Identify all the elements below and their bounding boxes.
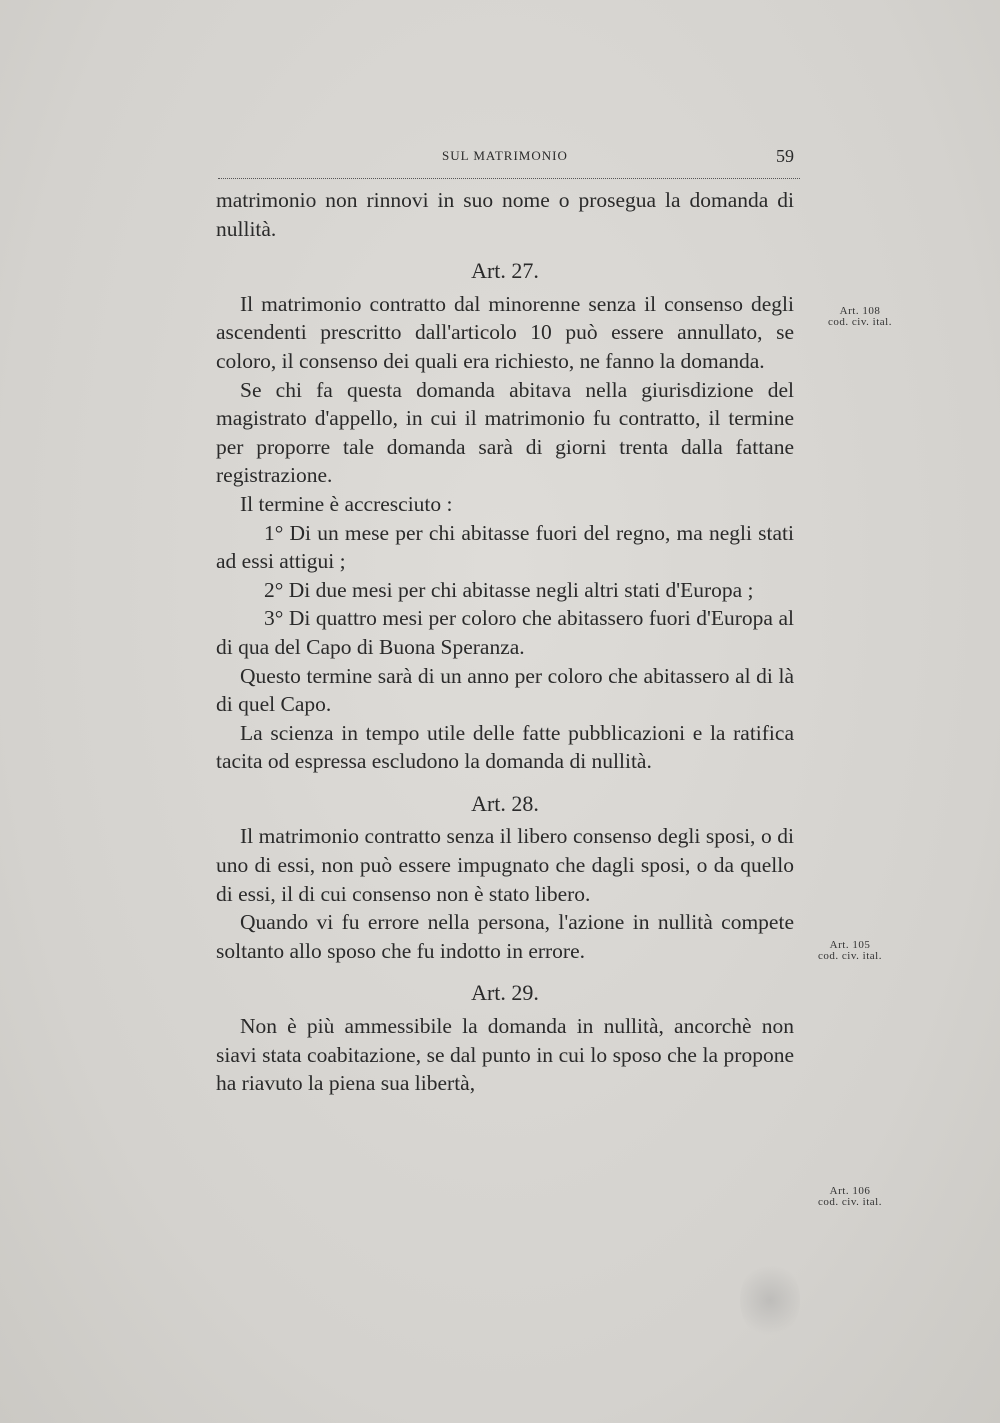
article-28-heading: Art. 28. [471, 790, 539, 816]
article-29-paragraph-1: Non è più ammessibile la domanda in nullità, ancorchè non siavi stata coabitazione, se dal punto in cui lo sposo che la propone ha riavuto la piena sua libertà, [216, 1014, 794, 1096]
margin-note-line: cod. civ. ital. [828, 316, 892, 328]
running-head: SUL MATRIMONIO [442, 148, 568, 163]
body-text [216, 186, 794, 1098]
margin-note-art-105 [802, 940, 898, 962]
article-28-paragraph-1: Il matrimonio contratto senza il libero consenso degli sposi, o di uno di essi, non può essere impugnato che dagli sposi, o da quello di essi, il di cui consenso non è stato libero. [216, 824, 794, 906]
article-27-paragraph-4: Questo termine sarà di un anno per coloro che abitassero al di là di quel Capo. [216, 663, 794, 717]
article-27-item-1: 1° Di un mese per chi abitasse fuori del regno, ma negli stati ad essi attigui ; [216, 520, 794, 574]
margin-note-art-106 [802, 1186, 898, 1208]
margin-note-art-108 [812, 306, 908, 328]
margin-note-line: Art. 105 [829, 939, 871, 951]
article-27-heading: Art. 27. [471, 258, 539, 284]
margin-note-line: cod. civ. ital. [818, 950, 882, 962]
article-27-paragraph-2: Se chi fa questa domanda abitava nella giurisdizione del magistrato d'appello, in cui il matrimonio fu contratto, il termine per proporre tale domanda sarà di giorni trenta dalla fattane registrazione. [216, 377, 794, 488]
article-28-paragraph-2: Quando vi fu errore nella persona, l'azione in nullità compete soltanto allo sposo che fu indotto in errore. [216, 910, 794, 963]
article-27-paragraph-3: Il termine è accresciuto : [240, 491, 453, 516]
paper-stain [740, 1260, 800, 1340]
article-27-item-3: 3° Di quattro mesi per coloro che abitassero fuori d'Europa al di qua del Capo di Buona Speranza. [216, 606, 794, 659]
article-27-paragraph-1: Il matrimonio contratto dal minorenne senza il consenso degli ascendenti prescritto dall'articolo 10 può essere annullato, se coloro, il consenso dei quali era richiesto, ne fanno la domanda. [216, 291, 794, 373]
margin-note-line: Art. 108 [839, 305, 881, 317]
paragraph-continuation: matrimonio non rinnovi in suo nome o prosegua la domanda di nullità. [216, 188, 794, 241]
article-29-heading: Art. 29. [471, 980, 539, 1006]
margin-note-line: cod. civ. ital. [818, 1196, 882, 1208]
page-header [218, 148, 800, 179]
margin-note-line: Art. 106 [829, 1185, 871, 1197]
article-27-paragraph-5: La scienza in tempo utile delle fatte pubblicazioni e la ratifica tacita od espressa escludono la domanda di nullità. [216, 720, 794, 774]
article-27-item-2: 2° Di due mesi per chi abitasse negli altri stati d'Europa ; [264, 577, 754, 602]
page-number: 59 [776, 146, 794, 166]
